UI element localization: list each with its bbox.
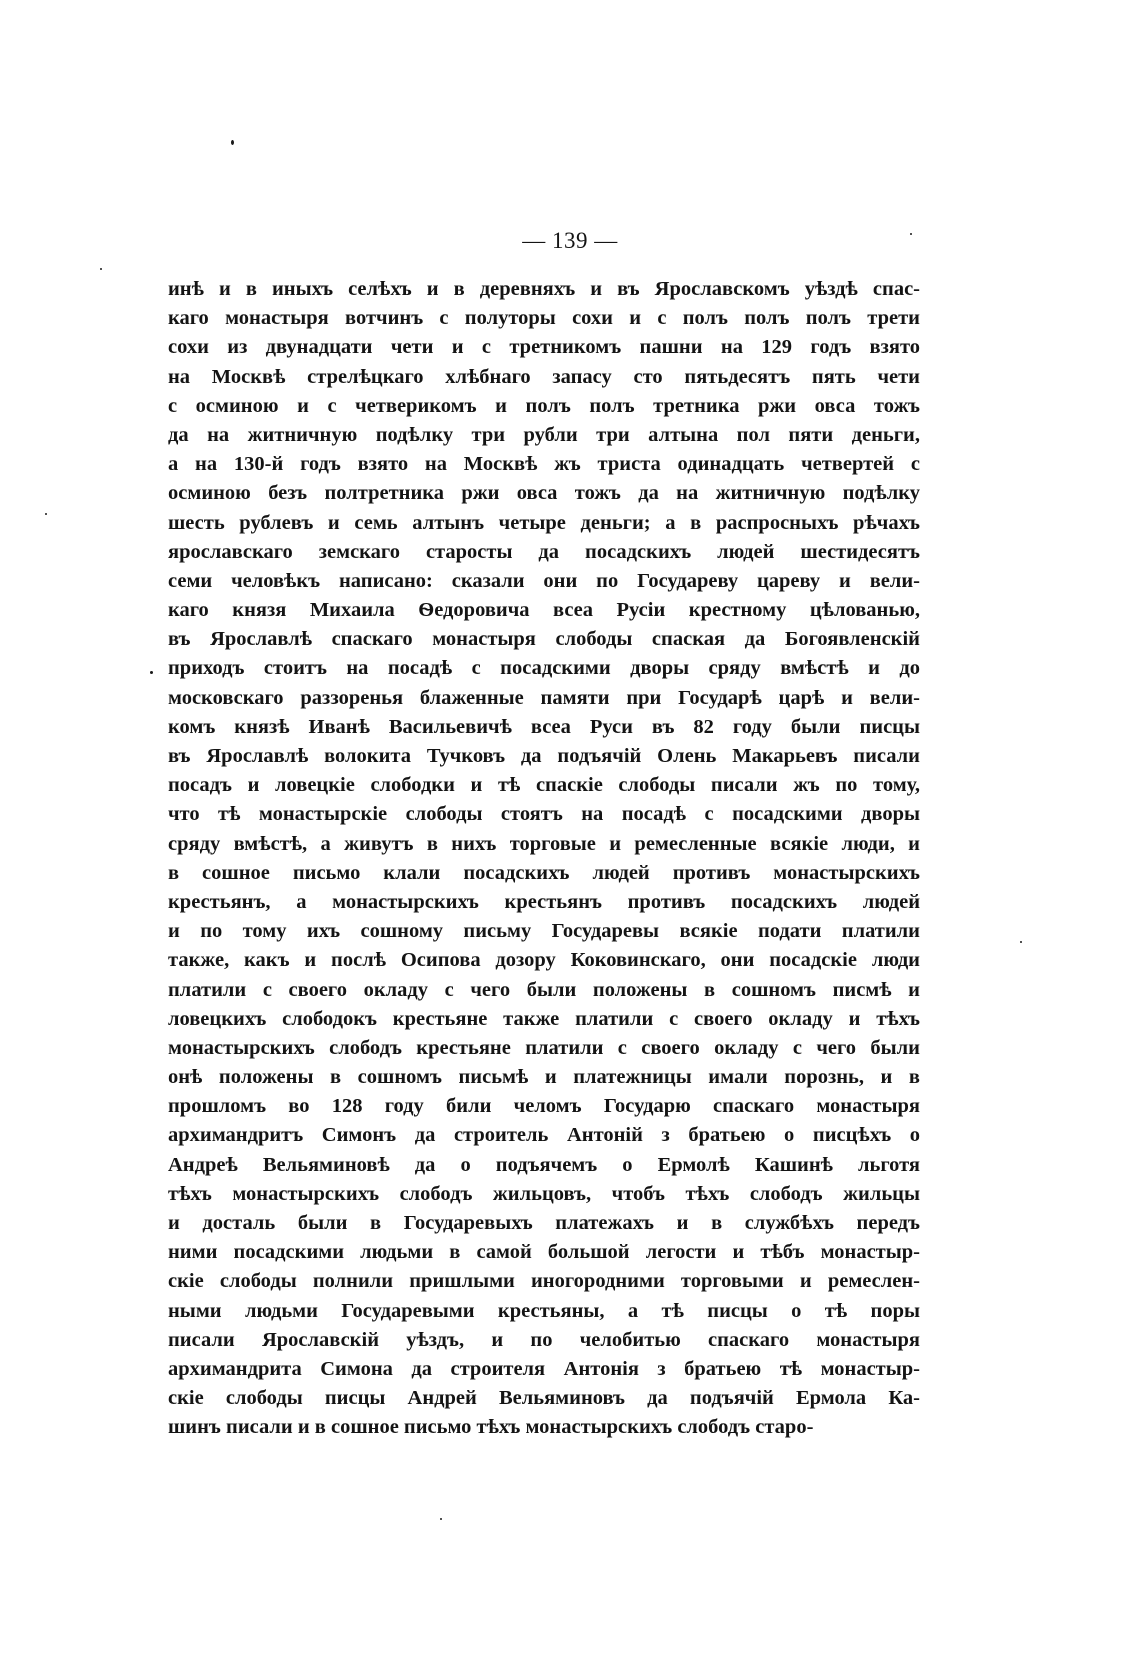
text-line: московскаго раззоренья блаженные памяти при Государѣ царѣ и вели- [168,686,920,709]
text-line: приходъ стоитъ на посадѣ с посадскими дворы сряду вмѣстѣ и до [168,657,920,680]
text-line: скіе слободы полнили пришлыми иногородними торговыми и ремеслен- [168,1270,920,1293]
text-line: въ Ярославлѣ волокита Тучковъ да подъячій Олень Макарьевъ писали [168,745,920,767]
text-line: что тѣ монастырскіе слободы стоятъ на посадѣ с посадскими дворы [168,803,920,826]
text-line: писали Ярославскій уѣздъ, и по челобитью спаскаго монастыря [168,1328,920,1351]
text-line: да на житничную подѣлку три рубли три алтына пол пяти деньги, [168,423,920,446]
text-line: архимандрита Симона да строителя Антонія з братьею тѣ монастыр- [168,1357,920,1380]
text-line: ярославскаго земскаго старосты да посадскихъ людей шестидесятъ [168,540,920,563]
text-line: сряду вмѣстѣ, а живутъ в нихъ торговые и ремесленные всякіе люди, и [168,832,920,855]
scan-speck [910,233,912,235]
text-line: с осминою и с четверикомъ и полъ полъ третника ржи овса тожъ [168,394,920,417]
text-line: крестьянъ, а монастырскихъ крестьянъ противъ посадскихъ людей [168,890,920,913]
text-line: ными людьми Государевыми крестьяны, а тѣ писцы о тѣ поры [168,1299,920,1322]
text-line: а на 130-й годъ взято на Москвѣ жъ триста одинадцать четвертей с [168,453,920,476]
text-line: каго князя Михаила Ѳедоровича всеа Русіи крестному цѣлованью, [168,599,920,622]
text-line: на Москвѣ стрелѣцкаго хлѣбнаго запасу сто пятьдесятъ пять чети [168,365,920,388]
text-line: в сошное письмо клали посадскихъ людей противъ монастырскихъ [168,861,920,884]
text-line: инѣ и в иныхъ селѣхъ и в деревняхъ и въ Ярославскомъ уѣздѣ спас- [168,278,920,300]
scan-speck [45,513,47,515]
text-line: монастырскихъ слободъ крестьяне платили с своего окладу с чего были [168,1036,920,1059]
text-line: также, какъ и послѣ Осипова дозору Коковинскаго, они посадскіе люди [168,949,920,972]
text-line: въ Ярославлѣ спаскаго монастыря слободы спаская да Богоявленскій [168,628,920,651]
scan-speck [150,671,153,674]
text-line: архимандритъ Симонъ да строитель Антоній з братьею о писцѣхъ о [168,1124,920,1147]
text-line: шинъ писали и в сошное письмо тѣхъ монастырскихъ слободъ старо- [168,1416,814,1439]
text-line: семи человѣкъ написано: сказали они по Государеву цареву и вели- [168,569,920,592]
text-line: шесть рублевъ и семь алтынъ четыре деньги; а в распросныхъ рѣчахъ [168,511,920,534]
text-line: прошломъ во 128 году били челомъ Государю спаскаго монастыря [168,1095,920,1118]
text-line: тѣхъ монастырскихъ слободъ жильцовъ, чтобъ тѣхъ слободъ жильцы [168,1182,920,1205]
body-text [168,275,920,1443]
text-line: Андреѣ Вельяминовѣ да о подъячемъ о Ермолѣ Кашинѣ льготя [168,1153,920,1176]
text-line: онѣ положены в сошномъ письмѣ и платежницы имали порознь, и в [168,1066,920,1089]
text-line: платили с своего окладу с чего были положены в сошномъ писмѣ и [168,978,920,1001]
text-line: посадъ и ловецкіе слободки и тѣ спаскіе слободы писали жъ по тому, [168,774,920,797]
scan-speck [231,140,234,145]
page-number: — 139 — [522,228,618,253]
text-line: и по тому ихъ сошному письму Государевы всякіе подати платили [168,920,920,943]
text-line: каго монастыря вотчинъ с полуторы сохи и с полъ полъ полъ трети [168,307,920,330]
text-line: ними посадскими людьми в самой большой легости и тѣбъ монастыр- [168,1241,920,1264]
text-line: скіе слободы писцы Андрей Вельяминовъ да подъячій Ермола Ка- [168,1387,920,1410]
text-line: осминою безъ полтретника ржи овса тожъ да на житничную подѣлку [168,482,920,505]
text-line: ловецкихъ слободокъ крестьяне также платили с своего окладу и тѣхъ [168,1007,920,1030]
scan-speck [100,268,102,270]
scan-speck [1020,941,1022,943]
text-line: и досталь были в Государевыхъ платежахъ и в службѣхъ передъ [168,1212,920,1234]
scan-speck [440,1518,442,1520]
text-line: сохи из двунадцати чети и с третникомъ пашни на 129 годъ взято [168,336,920,359]
text-line: комъ князѣ Иванѣ Васильевичѣ всеа Руси въ 82 году были писцы [168,715,920,738]
